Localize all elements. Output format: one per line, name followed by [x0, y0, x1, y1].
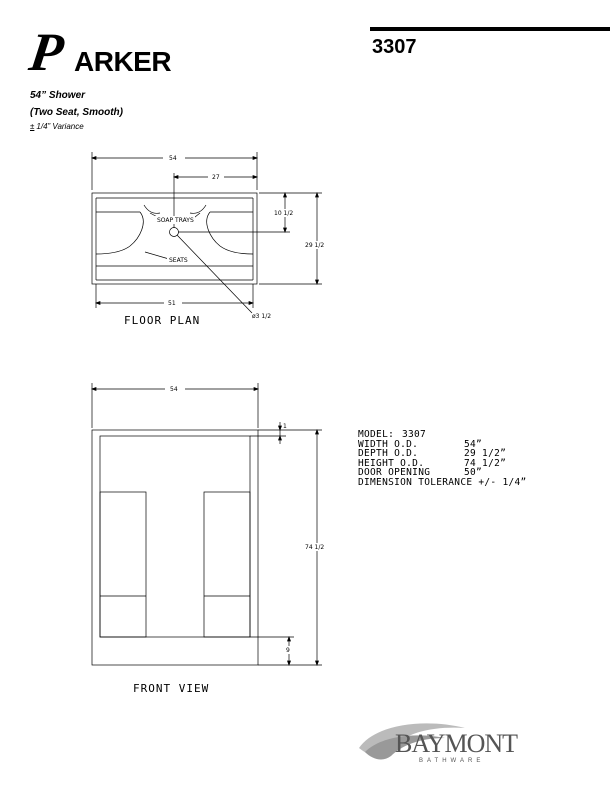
- floor-plan-title: FLOOR PLAN: [124, 314, 201, 327]
- floor-plan-drawing: [92, 152, 325, 313]
- spec-label: HEIGHT O.D.: [358, 457, 425, 469]
- manufacturer-subtitle: BATHWARE: [419, 758, 485, 764]
- floor-plan-width-label: 54: [169, 155, 177, 162]
- floor-plan-outer: [92, 193, 257, 284]
- spec-label: DOOR OPENING: [358, 467, 431, 478]
- drain-leader: [177, 235, 252, 313]
- floor-plan-seat-right: [207, 212, 253, 254]
- front-view-outer: [92, 430, 258, 665]
- floor-plan-seat-left: [96, 212, 143, 254]
- product-subtitle: (Two Seat, Smooth): [30, 107, 123, 118]
- floor-plan-drain-label: ø3 1/2: [252, 313, 272, 320]
- model-number: 3307: [372, 36, 417, 58]
- floor-plan-inner-width-label: 51: [168, 300, 176, 307]
- front-view-seat-left: [100, 492, 146, 637]
- spec-value: 3307: [402, 429, 427, 440]
- floor-plan-depth-label: 29 1/2: [305, 242, 325, 249]
- variance-text: 1/4” Variance: [36, 122, 84, 131]
- front-view-height-label: 74 1/2: [305, 544, 325, 551]
- spec-value: 54”: [464, 438, 483, 450]
- spec-value: 29 1/2”: [464, 448, 507, 459]
- front-view-top-label: 1: [283, 423, 287, 430]
- manufacturer-name: BAYMONT: [395, 729, 518, 758]
- soap-trays-callout: SOAP TRAYS: [157, 217, 194, 224]
- seats-callout: SEATS: [169, 257, 188, 264]
- brand-logo-name: ARKER: [74, 46, 172, 77]
- variance-symbol: ±: [30, 122, 35, 131]
- floor-plan-drain-offset-label: 10 1/2: [274, 210, 294, 217]
- spec-value: 74 1/2”: [464, 457, 507, 469]
- front-view-width-label: 54: [170, 386, 178, 393]
- front-view-seat-right: [204, 492, 250, 637]
- manufacturer-logo: [355, 718, 555, 774]
- front-view-drawing: [92, 383, 325, 665]
- front-view-inner: [100, 436, 250, 637]
- spec-label: MODEL:: [358, 429, 395, 440]
- product-title: 54” Shower: [30, 90, 86, 101]
- floor-plan-center-label: 27: [212, 174, 220, 181]
- front-view-title: FRONT VIEW: [133, 682, 210, 695]
- spec-label: WIDTH O.D.: [358, 438, 419, 450]
- spec-label: DEPTH O.D.: [358, 448, 419, 459]
- front-view-bottom-label: 9: [286, 647, 290, 654]
- spec-value: 50”: [464, 467, 483, 478]
- spec-label: DIMENSION TOLERANCE +/- 1/4”: [358, 476, 527, 488]
- brand-logo-initial: P: [25, 22, 68, 82]
